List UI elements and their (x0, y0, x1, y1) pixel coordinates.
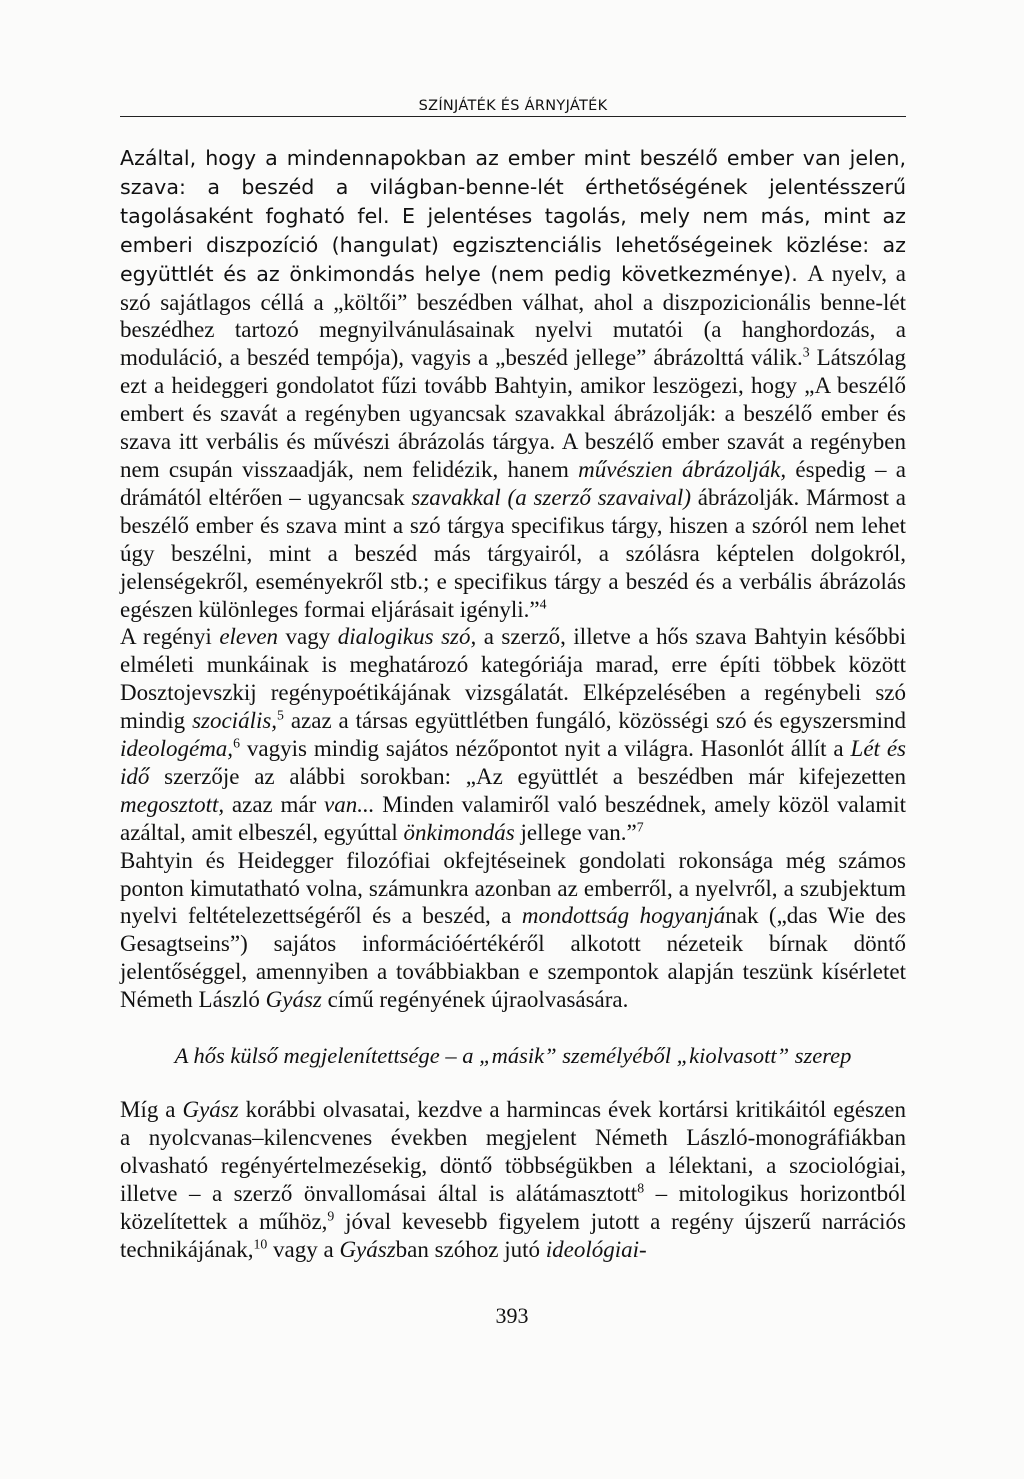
paragraph-2 (120, 623, 906, 846)
p4-italic-1: Gyász (182, 1097, 239, 1122)
p4-part-e: vagy a (267, 1236, 340, 1262)
p1-italic-1: művészien ábrázolják, (578, 456, 787, 482)
p2-italic-6: megosztott, (120, 791, 225, 817)
p3-italic-2: Gyász (265, 987, 322, 1013)
p1-part-b: A nyelv, a szó sajátlagos céllá a „költői” beszédben válhat, ahol a diszpozicionális benne-lét beszédhez tartozó megnyilvánulásainak nyelvi mutatói (a hanghordozás, a moduláció, a beszéd tempója), vagyis a „beszéd jellege” ábrázolttá válik. (120, 260, 906, 371)
p2-part-a: A regényi (120, 624, 220, 650)
p2-part-c: a szerző, illetve a hős szava Bahtyin későbbi elméleti munkáinak is meghatározó kategóriája marad, erre építi többek között Dosztojevszkij regénypoétikájának vizsgálatát. Elképzelésében a regénybeli szó mindig (120, 624, 906, 734)
paragraph-4 (120, 1096, 906, 1263)
page-number: 393 (495, 1303, 529, 1328)
footnote-ref-3: 3 (802, 344, 810, 360)
footnote-ref-10: 10 (253, 1235, 268, 1251)
p3-part-a: Bahtyin és Heidegger filozófiai okfejtéseinek gondolati rokonsága még számos ponton kimutatható volna, számunkra azonban az emberről, a nyelvről, a szubjektum nyelvi feltételezettségéről és a beszéd, a (120, 847, 906, 929)
footnote-ref-4: 4 (539, 595, 547, 611)
p2-italic-7: van... (324, 791, 375, 817)
paragraph-1-cont (120, 261, 906, 622)
p2-italic-1: eleven (219, 624, 279, 650)
p1-italic-2: szavakkal (a szerző szavaival) (411, 484, 691, 510)
footnote-ref-5: 5 (277, 707, 284, 723)
footnote-ref-8: 8 (637, 1180, 645, 1196)
p4-part-a: Míg a (120, 1097, 183, 1122)
p4-italic-3: ideológiai- (545, 1236, 647, 1262)
body-text (120, 144, 906, 1263)
running-header: SZÍNJÁTÉK ÉS ÁRNYJÁTÉK (120, 98, 906, 117)
p4-part-f: ban szóhoz jutó (395, 1236, 546, 1262)
p2-part-d: azaz a társas együttlétben fungáló, közösségi szó és egyszersmind (283, 708, 906, 734)
p3-part-c: című regényének újraolvasására. (321, 987, 629, 1013)
p4-italic-2: Gyász (339, 1236, 396, 1262)
footnote-ref-6: 6 (233, 735, 240, 751)
p2-italic-3: szociális, (192, 708, 278, 734)
p2-part-g: azaz már (224, 791, 325, 817)
p2-part-h: Minden valamiről való beszédnek, amely közöl valamit azáltal, amit elbeszél, egyúttal (120, 791, 907, 845)
p3-part-b: nak („das Wie des Gesagtseins”) sajátos információértékéről alkotott nézeteik bírnak döntő jelentőséggel, amennyiben a továbbiakban e szempontok alapján teszünk kísérletet Németh László (120, 903, 906, 1013)
p2-italic-4: ideologéma, (120, 736, 234, 762)
footnote-ref-9: 9 (327, 1207, 335, 1223)
section-heading: A hős külső megjelenítettsége – a „másik” személyéből „kiolvasott” szerep (174, 1043, 852, 1069)
paragraph-1 (120, 146, 906, 286)
p2-part-f: szerzője az alábbi sorokban: „Az együttlét a beszédben már kifejezetten (149, 763, 906, 789)
paragraph-3 (120, 847, 906, 1014)
p4-part-d: jóval kevesebb figyelem jutott a regény újszerű narrációs technikájának, (120, 1208, 906, 1262)
p1-part-a: Azáltal, hogy a mindennapokban az ember mint beszélő ember van jelen, szava: a beszéd a világban-benne-lét érthetőségének jelentésszerű tagolásaként fogható fel. E jelentéses tagolás, mely nem más, mint az emberi diszpozíció (hangulat) egzisztenciális lehetőségeinek közlése: az együttlét és az önkimondás helye (nem pedig következménye). (120, 146, 906, 286)
p1-part-c: Látszólag ezt a heideggeri gondolatot fűzi tovább Bahtyin, amikor leszögezi, hogy „A beszélő embert és szavát a regényben ugyancsak szavakkal ábrázolják: a beszélő ember és szava itt verbális és művészi ábrázolás tárgya. A beszélő ember szavát a regényben nem csupán visszaadják, nem felidézik, hanem (120, 345, 906, 482)
p1-part-e: ábrázolják. Mármost a beszélő ember és szava mint a szó tárgya specifikus tárgy, hiszen a szóról nem lehet úgy beszélni, mint a beszéd más tárgyairól, a szólásra képtelen dolgokról, jelenségekről, eseményekről stb.; e specifikus tárgy a beszéd és a verbális ábrázolás egészen különleges formai eljárásait igényli.” (120, 484, 907, 622)
paragraph-1-wrap (120, 144, 906, 623)
p2-part-b: vagy (278, 624, 338, 650)
p4-part-b: korábbi olvasatai, kezdve a harmincas évek kortársi kritikáitól egészen a nyolcvanas–kilencvenes években megjelent Németh László-monográfiákban olvasható regényértelmezésekig, döntő többségükben a lélektani, a szociológiai, illetve – a szerző önvallomásai által is alátámasztott (120, 1097, 906, 1206)
footnote-ref-7: 7 (636, 819, 644, 835)
p2-part-i: jellege van.” (514, 819, 637, 845)
p2-italic-2: dialogikus szó, (337, 624, 477, 650)
p2-italic-5: Lét és idő (120, 736, 906, 789)
p2-part-e: vagyis mindig sajátos nézőpontot nyit a világra. Hasonlót állít a (239, 736, 851, 762)
p3-italic-1: mondottság hogyanjá (521, 903, 726, 929)
p2-italic-8: önkimondás (403, 819, 515, 845)
p1-part-d: éspedig – a drámától eltérően – ugyancsak (120, 456, 906, 510)
p4-part-c: – mitologikus horizontból közelítettek a műhöz, (120, 1180, 906, 1234)
